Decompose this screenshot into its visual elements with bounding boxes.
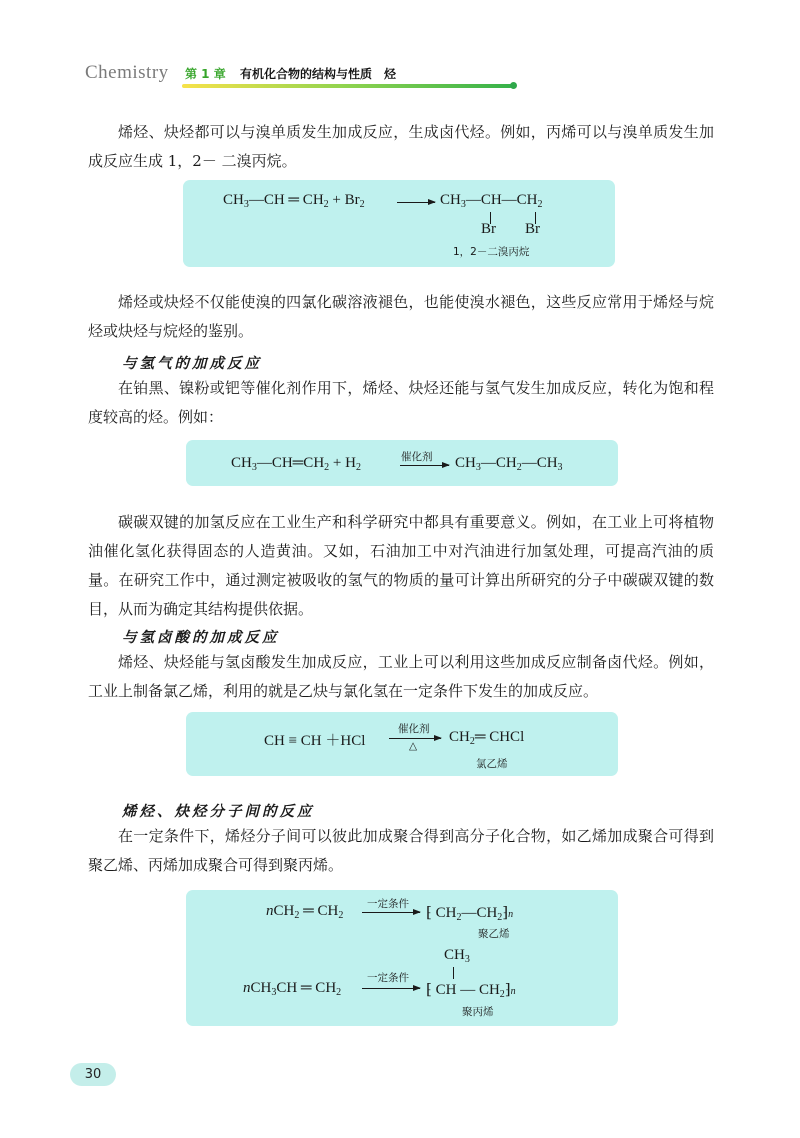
eq5-bond	[453, 967, 454, 979]
chapter-title: 有机化合物的结构与性质 烃	[240, 67, 397, 81]
eq1-br-left: Br	[481, 221, 496, 237]
eq1-arrow	[397, 202, 435, 203]
running-header	[85, 62, 435, 92]
eq5-product-name: 聚丙烯	[462, 1006, 494, 1018]
header-dot	[510, 82, 517, 89]
header-rule	[182, 84, 512, 88]
paragraph-polymerization: 在一定条件下，烯烃分子间可以彼此加成聚合得到高分子化合物，如乙烯加成聚合可得到聚乙烯、丙烯加成聚合可得到聚丙烯。	[88, 827, 714, 874]
equation-box-bromine	[183, 180, 615, 267]
eq2-condition: 催化剂	[401, 451, 433, 463]
eq4-product-name: 聚乙烯	[478, 928, 510, 940]
paragraph-hydrohalic-acid: 烯烃、炔烃能与氢卤酸发生加成反应，工业上可以利用这些加成反应制备卤代烃。例如，工业上制备氯乙烯，利用的就是乙炔与氯化氢在一定条件下发生的加成反应。	[88, 653, 714, 700]
eq1-br-right: Br	[525, 221, 540, 237]
eq3-arrow	[389, 738, 441, 739]
eq4-condition: 一定条件	[367, 898, 409, 910]
equation-box-polymerization	[186, 890, 618, 1026]
eq1-product-name: 1，2－二溴丙烷	[453, 246, 530, 258]
eq3-condition-bottom: △	[409, 740, 418, 752]
eq2-reactants: $CH_3—CH═CH_2 + H_2$	[231, 455, 361, 473]
paragraph-bromine-addition: 烯烃、炔烃都可以与溴单质发生加成反应，生成卤代烃。例如，丙烯可以与溴单质发生加成反应生成 1，2－ 二溴丙烷。	[88, 123, 714, 170]
paragraph-hydrogenation-uses: 碳碳双键的加氢反应在工业生产和科学研究中都具有重要意义。例如，在工业上可将植物油催化氢化获得固态的人造黄油。又如，石油加工中对汽油进行加氢处理，可提高汽油的质量。在研究工作中，通过测定被吸收的氢气的物质的量可计算出所研究的分子中碳碳双键的数目，从而为确定其结构提供依据。	[88, 513, 714, 618]
eq4-reactant: nCH$_2$ ═ $CH_2$	[266, 903, 344, 921]
paragraph-hydrogen: 在铂黑、镍粉或钯等催化剂作用下，烯烃、炔烃还能与氢气发生加成反应，转化为饱和程度较高的烃。例如：	[88, 379, 714, 426]
subheading-polymerization: 烯烃、炔烃分子间的反应	[122, 803, 315, 820]
eq1-reactants: $CH_3—CH$ ═ $CH_2 + Br_2$	[223, 192, 365, 210]
eq5-arrow	[362, 988, 420, 989]
eq4-product: ⁅ $CH_2—CH_2⁆n$	[426, 905, 514, 923]
eq5-condition: 一定条件	[367, 972, 409, 984]
eq2-product: $CH_3—CH_2—CH_3$	[455, 455, 563, 473]
eq4-arrow	[362, 912, 420, 913]
eq3-reactants: CH ≡ CH ＋HCl	[264, 733, 366, 749]
equation-box-hydrogen	[186, 440, 618, 486]
eq5-product: ⁅ CH — $CH_2⁆n$	[426, 982, 516, 1000]
book-title: Chemistry	[85, 62, 169, 83]
subheading-hydrohalic-acid: 与氢卤酸的加成反应	[122, 629, 280, 646]
subheading-hydrogen: 与氢气的加成反应	[122, 355, 262, 372]
equation-box-vinyl-chloride	[186, 712, 618, 776]
chapter-number: 第 1 章	[185, 67, 226, 81]
eq2-arrow	[400, 465, 449, 466]
paragraph-bromine-test: 烯烃或炔烃不仅能使溴的四氯化碳溶液褪色，也能使溴水褪色，这些反应常用于烯烃与烷烃或炔烃与烷烃的鉴别。	[88, 293, 714, 340]
eq5-reactant: nCH$_3$CH ═ $CH_2$	[243, 980, 342, 998]
eq1-product: $CH_3—CH—CH_2$	[440, 192, 543, 210]
eq5-side-group: $CH_3$	[444, 947, 470, 965]
page-number: 30	[70, 1063, 116, 1086]
eq3-product: $CH_2═$ CHCl	[449, 729, 525, 747]
eq3-product-name: 氯乙烯	[476, 758, 508, 770]
eq3-condition-top: 催化剂	[398, 723, 430, 735]
